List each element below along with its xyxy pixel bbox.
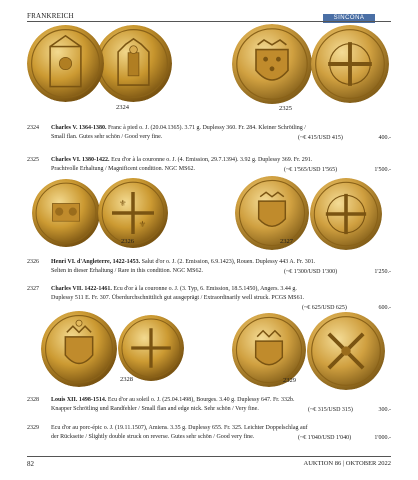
lot-description: Knapper Schrötling und Randfehler / Small flan and edge nick. Sehr schön / Very fine. (51, 405, 259, 412)
lot-price: 1'250.- (374, 268, 391, 275)
lot-entry-2327 (27, 285, 391, 312)
section-title: FRANKREICH (27, 12, 74, 20)
lot-price: 1'000.- (374, 434, 391, 441)
lot-description: Ecu d'or au porc-épic o. J. (19.11.1507), Amiens. 3.35 g. Duplessy 655. Fr. 325. Leichter Doppelschlag auf (51, 425, 308, 431)
coin-image-2325-obverse (232, 24, 312, 104)
lot-number: 2327 (27, 286, 39, 292)
lot-estimate: (~€ 1'040/USD 1'040) (298, 434, 352, 441)
lot-description: Salut d'or o. J. (2. Emission, 6.9.1423), Rouen. Duplessy 443 A. Fr. 301. (141, 259, 316, 265)
lot-description: der Rückseite / Slightly double struck on reverse. Gutes sehr schön / Good very fine. (51, 433, 255, 440)
lot-estimate: (~€ 315/USD 315) (308, 406, 353, 413)
lot-entry-2326 (27, 258, 391, 276)
image-lot-number: 2326 (121, 238, 134, 245)
lot-number: 2329 (27, 425, 39, 431)
lot-description: Ecu d'or à la couronne o. J. (4. Emission, 29.7.1394). 3.92 g. Duplessy 369. Fr. 291. (111, 157, 313, 163)
lot-number: 2328 (27, 397, 39, 403)
lot-description: Selten in dieser Erhaltung / Rare in this condition. NGC MS62. (51, 267, 203, 274)
coin-image-2329-reverse (307, 312, 385, 390)
lot-title: Henri VI. d'Angleterre, 1422-1453. (51, 259, 141, 265)
image-lot-number: 2327 (280, 238, 293, 245)
lot-title: Charles V. 1364-1380. (51, 125, 107, 131)
lot-price: 300.- (378, 406, 391, 413)
lot-description: Prachtvolle Erhaltung / Magnificent condition. NGC MS62. (51, 165, 195, 172)
brand-logo: SINCONA (323, 14, 375, 23)
lot-description: Duplessy 511 E. Fr. 307. Überdurchschnittlich gut ausgeprägt / Extraordinarily well struck. PCGS MS61. (51, 294, 305, 301)
lot-entry-2328 (27, 396, 391, 414)
coin-image-2328-reverse (118, 315, 184, 381)
coin-image-2329-obverse (232, 313, 306, 387)
image-lot-number: 2328 (120, 376, 133, 383)
lot-title: Louis XII. 1498-1514. (51, 397, 107, 403)
svg-text:⚜: ⚜ (138, 219, 147, 229)
lot-estimate: (~€ 1'565/USD 1'565) (284, 166, 338, 173)
lot-description: Small flan. Gutes sehr schön / Good very fine. (51, 133, 163, 140)
footer-divider (27, 456, 391, 457)
svg-text:⚜: ⚜ (119, 198, 127, 208)
coin-image-2328-obverse (41, 311, 117, 387)
coin-image-2327-reverse (310, 178, 382, 250)
lot-number: 2324 (27, 125, 39, 131)
auction-info: AUKTION 86 | OKTOBER 2022 (303, 460, 391, 467)
coin-image-2324-obverse (95, 25, 172, 102)
coin-image-2325-reverse (311, 25, 389, 103)
image-lot-number: 2324 (116, 104, 129, 111)
lot-title: Charles VII. 1422-1461. (51, 286, 112, 292)
lot-number: 2326 (27, 259, 39, 265)
coin-image-2327-obverse (235, 176, 309, 250)
page-number: 82 (27, 460, 34, 468)
lot-description: Franc à pied o. J. (20.04.1365). 3.71 g. Duplessy 360. Fr. 284. Kleiner Schrötling / (107, 125, 306, 131)
image-lot-number: 2325 (279, 105, 292, 112)
lot-entry-2329 (27, 424, 391, 442)
coin-image-2326-obverse (32, 179, 100, 247)
lot-price: 1'500.- (374, 166, 391, 173)
lot-entry-2325 (27, 156, 391, 174)
coin-image-2324-reverse (27, 25, 104, 102)
lot-estimate: (~€ 415/USD 415) (298, 134, 343, 141)
lot-estimate: (~€ 625/USD 625) (302, 304, 347, 311)
lot-entry-2324 (27, 124, 391, 142)
lot-number: 2325 (27, 157, 39, 163)
lot-description: Ecu d'or à la couronne o. J. (3. Typ, 6. Emission, 18.5.1450), Angers. 3.44 g. (113, 286, 297, 292)
lot-description: Ecu d'or au soleil o. J. (25.04.1498), Bourges. 3.40 g. Duplessy 647. Fr. 332b. (107, 397, 295, 403)
header-divider (27, 21, 391, 22)
lot-price: 400.- (378, 134, 391, 141)
lot-price: 600.- (378, 304, 391, 311)
lot-title: Charles VI. 1380-1422. (51, 157, 110, 163)
image-lot-number: 2329 (283, 377, 296, 384)
lot-estimate: (~€ 1'300/USD 1'300) (284, 268, 338, 275)
